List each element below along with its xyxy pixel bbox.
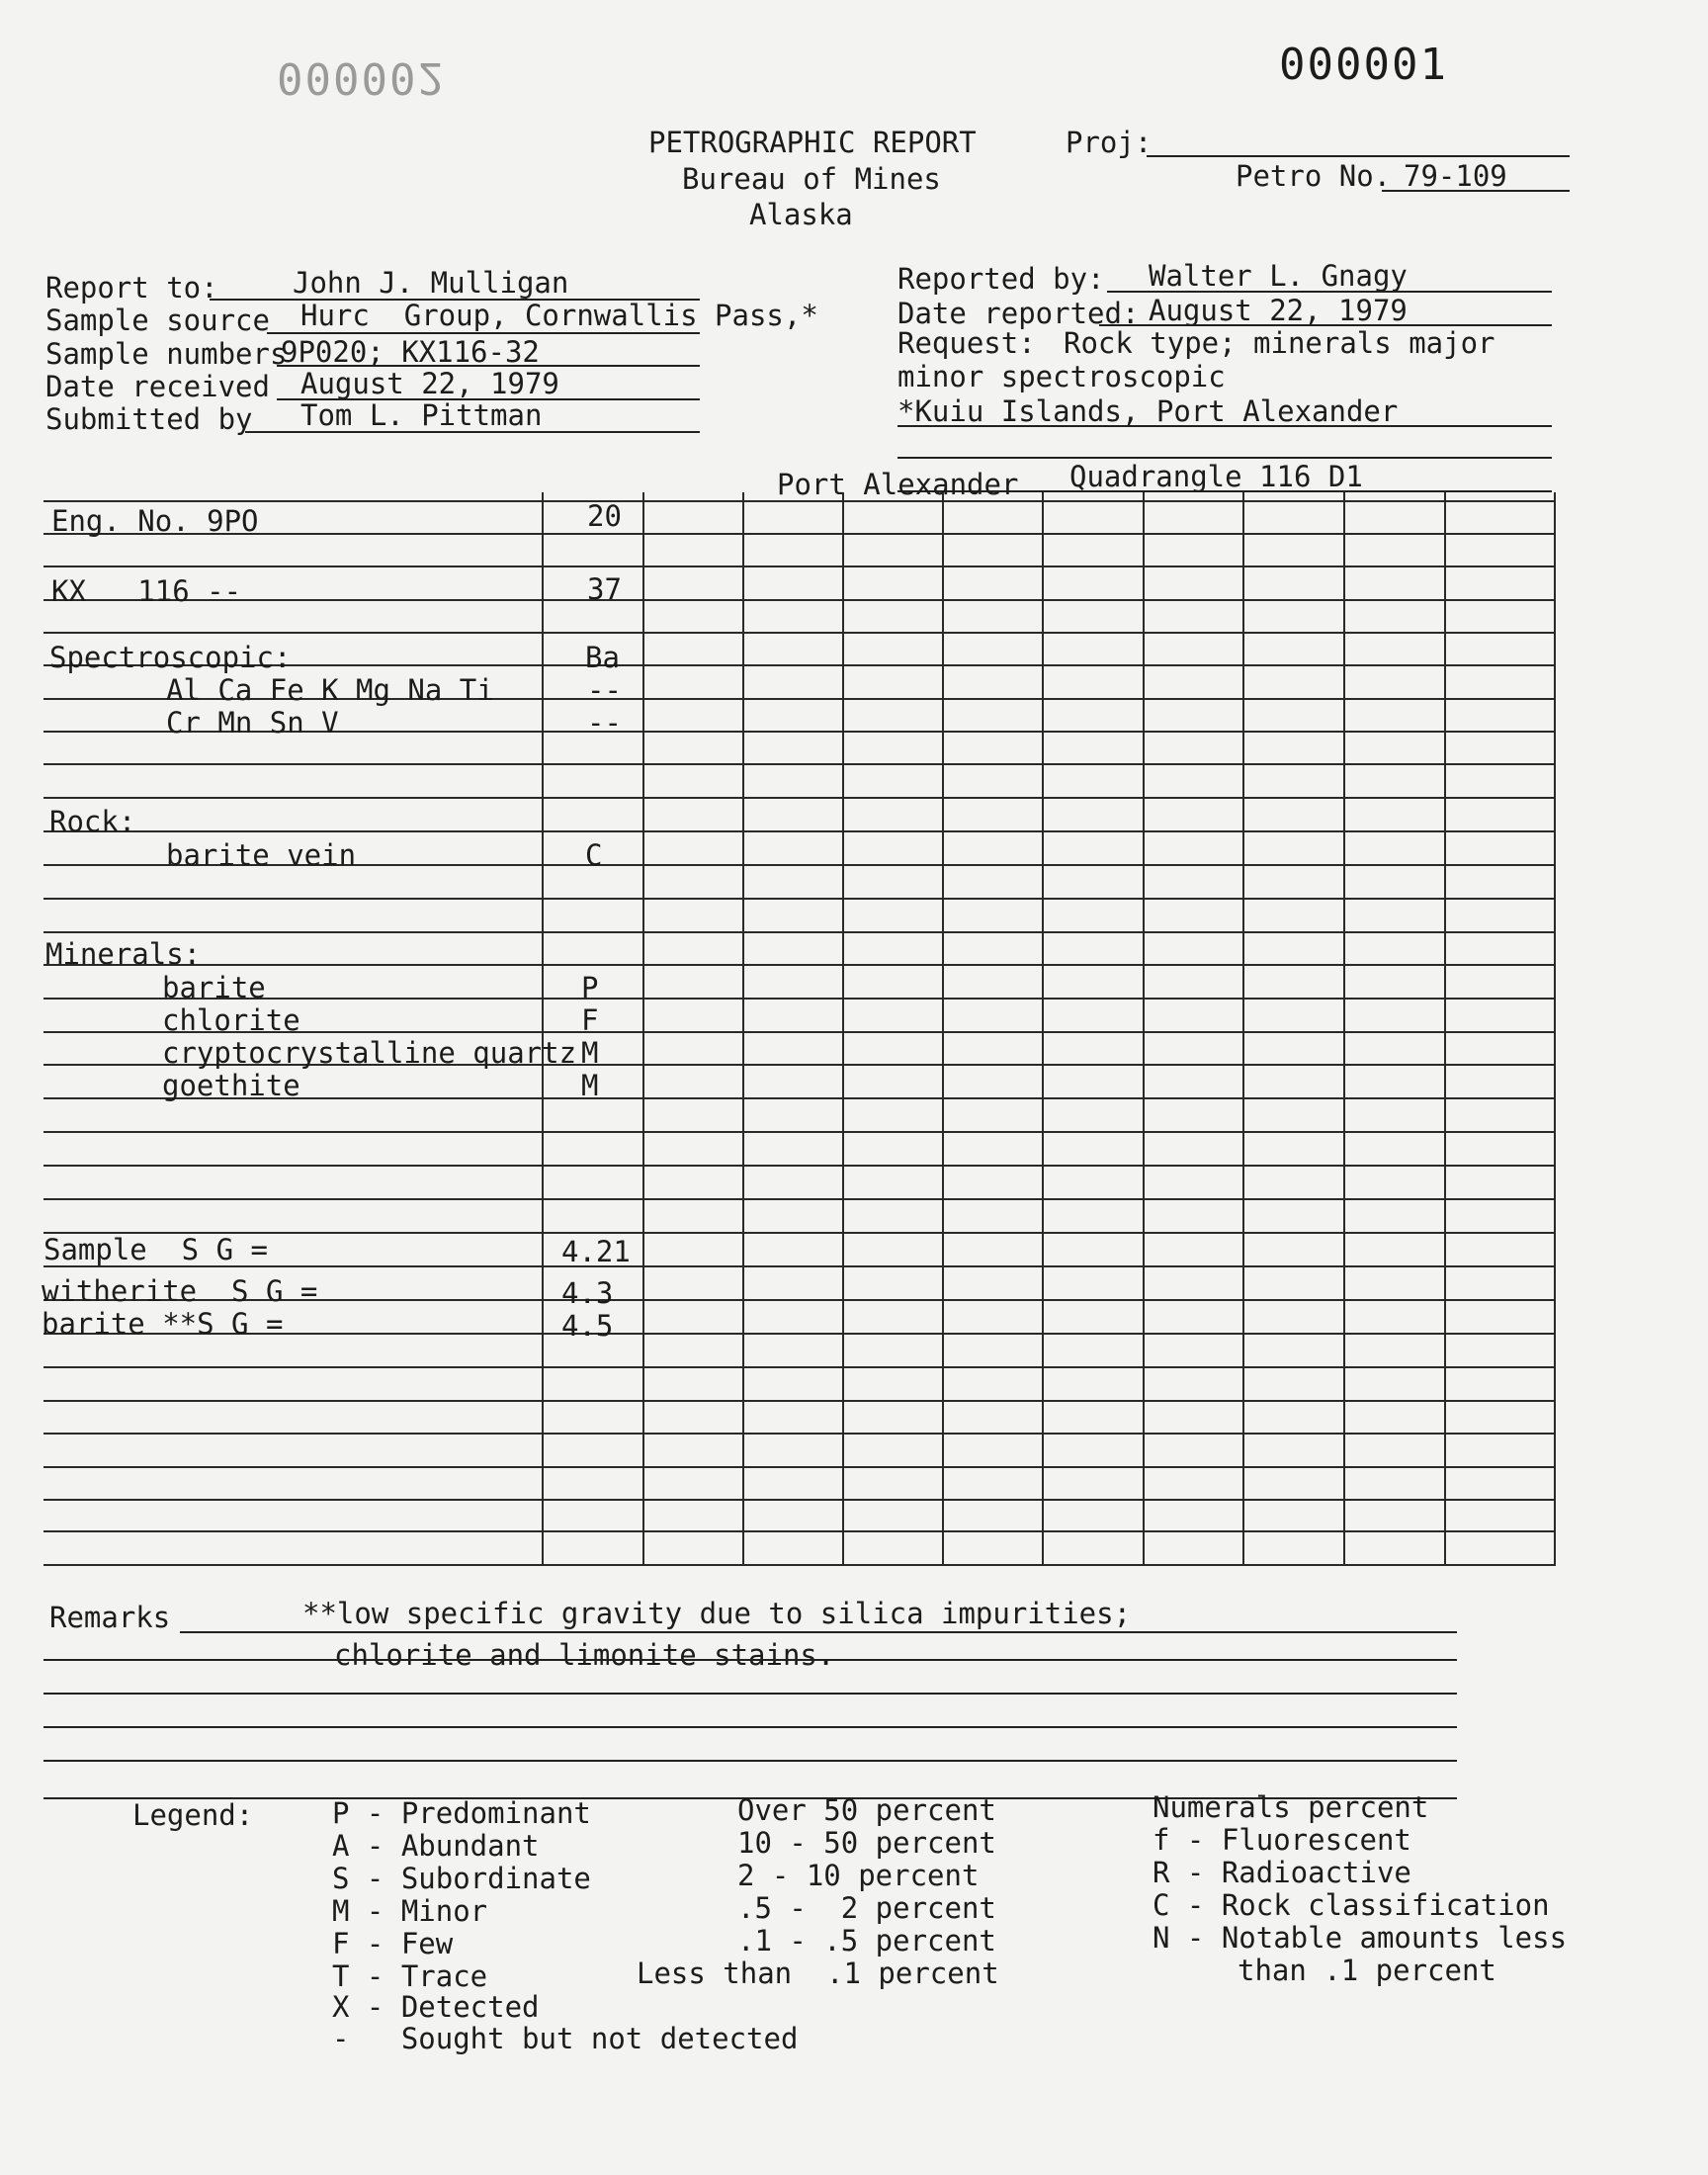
- legend-note: than .1 percent: [1238, 1954, 1496, 1987]
- legend-code: M - Minor: [332, 1894, 488, 1928]
- rock-type: barite vein: [166, 838, 357, 872]
- faint-stamp-number: 000002: [277, 52, 446, 103]
- request-line-3: *Kuiu Islands, Port Alexander: [897, 394, 1399, 428]
- rock-label: Rock:: [49, 805, 136, 838]
- legend-note: C - Rock classification: [1153, 1888, 1550, 1922]
- sg-label: Sample S G =: [43, 1233, 268, 1266]
- legend-note: N - Notable amounts less: [1153, 1921, 1568, 1955]
- remarks-label: Remarks: [49, 1601, 171, 1634]
- eng-no-value: 20: [587, 499, 622, 533]
- legend-label: Legend:: [132, 1798, 254, 1832]
- state-name: Alaska: [749, 198, 853, 231]
- spectroscopic-line-2-value: --: [587, 706, 622, 740]
- mineral-code: M: [581, 1036, 599, 1070]
- legend-range: 2 - 10 percent: [737, 1859, 980, 1892]
- sg-value: 4.21: [561, 1235, 631, 1268]
- date-received-label: Date received: [45, 370, 270, 403]
- legend-code: T - Trace: [332, 1959, 488, 1993]
- kx-value: 37: [587, 572, 622, 606]
- sample-numbers-label: Sample numbers: [45, 337, 288, 371]
- proj-label: Proj:: [1066, 126, 1153, 159]
- remarks-line-1: **low specific gravity due to silica impurities;: [302, 1597, 1132, 1630]
- legend-range: Less than .1 percent: [637, 1957, 999, 1990]
- date-reported-value: August 22, 1979: [1149, 294, 1408, 327]
- sample-source-value: Hurc Group, Cornwallis Pass,*: [300, 299, 818, 332]
- spectroscopic-value: Ba: [585, 641, 620, 674]
- quadrangle-header: Quadrangle 116 D1: [1069, 460, 1363, 493]
- date-reported-label: Date reported:: [897, 297, 1140, 330]
- legend-range: 10 - 50 percent: [737, 1826, 996, 1860]
- reported-by-label: Reported by:: [897, 262, 1105, 296]
- mineral-code: F: [581, 1003, 599, 1037]
- report-to-label: Report to:: [45, 271, 218, 304]
- legend-code: A - Abundant: [332, 1829, 540, 1863]
- spectroscopic-line-2: Cr Mn Sn V: [166, 706, 339, 740]
- eng-no-label: Eng. No. 9PO: [51, 504, 259, 538]
- petro-no-value: 79-109: [1404, 159, 1507, 193]
- stamp-number: 000001: [1279, 40, 1448, 90]
- location-header: Port Alexander: [777, 468, 1019, 501]
- request-line-2: minor spectroscopic: [897, 360, 1226, 393]
- agency-name: Bureau of Mines: [682, 162, 941, 196]
- legend-note: Numerals percent: [1153, 1790, 1429, 1824]
- spectroscopic-label: Spectroscopic:: [49, 641, 292, 674]
- date-received-value: August 22, 1979: [300, 367, 559, 400]
- mineral-code: M: [581, 1069, 599, 1102]
- submitted-by-label: Submitted by: [45, 402, 253, 436]
- sample-numbers-value: 9P020; KX116-32: [281, 335, 540, 369]
- submitted-by-value: Tom L. Pittman: [300, 398, 543, 432]
- legend-code: F - Few: [332, 1927, 454, 1960]
- legend-code: - Sought but not detected: [332, 2022, 799, 2055]
- sg-label: barite **S G =: [42, 1307, 284, 1341]
- legend-range: Over 50 percent: [737, 1793, 996, 1827]
- mineral-name: goethite: [162, 1069, 300, 1102]
- report-to-value: John J. Mulligan: [293, 266, 569, 300]
- spectroscopic-line-1-value: --: [587, 673, 622, 707]
- legend-note: R - Radioactive: [1153, 1856, 1411, 1889]
- rock-value: C: [585, 838, 603, 872]
- sg-value: 4.3: [561, 1276, 614, 1310]
- request-line-1: Rock type; minerals major: [1064, 326, 1495, 360]
- sg-value: 4.5: [561, 1309, 614, 1343]
- legend-note: f - Fluorescent: [1153, 1823, 1411, 1857]
- mineral-code: P: [581, 971, 599, 1004]
- report-title: PETROGRAPHIC REPORT: [648, 126, 977, 159]
- legend-range: .5 - 2 percent: [737, 1891, 996, 1925]
- mineral-name: chlorite: [162, 1003, 300, 1037]
- remarks-line-2: chlorite and limonite stains.: [334, 1638, 835, 1672]
- sg-label: witherite S G =: [42, 1274, 318, 1308]
- legend-range: .1 - .5 percent: [737, 1924, 996, 1958]
- reported-by-value: Walter L. Gnagy: [1149, 259, 1408, 293]
- request-label: Request:: [897, 326, 1036, 360]
- legend-code: S - Subordinate: [332, 1862, 591, 1895]
- petro-no-label: Petro No.: [1236, 159, 1392, 193]
- minerals-label: Minerals:: [45, 937, 202, 971]
- spectroscopic-line-1: Al Ca Fe K Mg Na Ti: [166, 673, 494, 707]
- kx-label: KX 116 --: [51, 574, 242, 608]
- mineral-name: cryptocrystalline quartz: [162, 1036, 577, 1070]
- legend-code: X - Detected: [332, 1990, 540, 2024]
- sample-source-label: Sample source: [45, 304, 270, 337]
- mineral-name: barite: [162, 971, 266, 1004]
- legend-code: P - Predominant: [332, 1796, 591, 1830]
